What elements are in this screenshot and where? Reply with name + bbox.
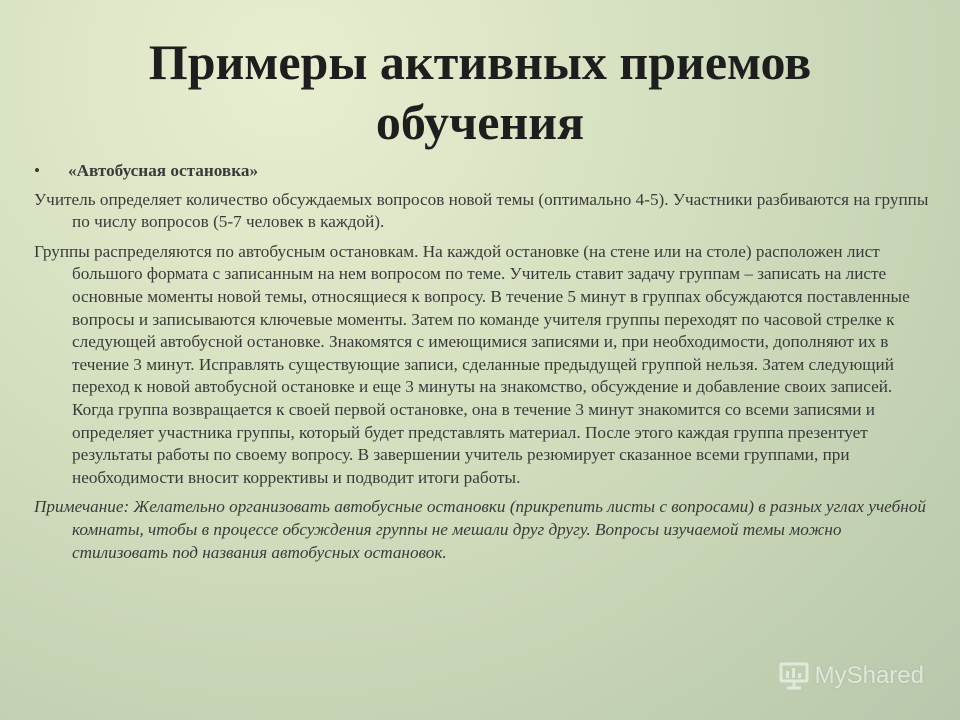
paragraph-note: Примечание: Желательно организовать автобусные остановки (прикрепить листы с вопросами) в разных углах учебной комнаты, чтобы в процессе обсуждения группы не мешали друг другу. Вопросы изучаемой темы можно стилизовать под названия автобусных остановок. — [34, 497, 926, 562]
watermark-text: MyShared — [814, 662, 924, 689]
watermark — [779, 662, 924, 690]
bullet-item — [34, 160, 934, 183]
paragraph-procedure: Группы распределяются по автобусным остановкам. На каждой остановке (на стене или на столе) расположен лист большого формата с записанным на нем вопросом по теме. Учитель ставит задачу группам – записать на листе основные моменты новой темы, относящиеся к вопросу. В течение 5 минут в группах обсуждаются поставленные вопросы и записываются ключевые моменты. Затем по команде учителя группы переходят по часовой стрелке к следующей автобусной остановке. Знакомятся с имеющимися записями и, при необходимости, дополняют их в течение 3 минут. Исправлять существующие записи, сделанные предыдущей группой нельзя. Затем следующий переход к новой автобусной остановке и еще 3 минуты на знакомство, обсуждение и добавление своих записей. Когда группа возвращается к своей первой остановке, она в течение 3 минут знакомится со всеми записями и определяет участника группы, который будет представлять материал. После этого каждая группа презентует результаты работы по своему вопросу. В завершении учитель резюмирует сказанное всеми группами, при необходимости вносит коррективы и подводит итоги работы. — [34, 241, 910, 487]
bullet-heading: «Автобусная остановка» — [68, 161, 259, 180]
paragraph-intro: Учитель определяет количество обсуждаемых вопросов новой темы (оптимально 4-5). Участники разбиваются на группы по числу вопросов (5-7 человек в каждой). — [34, 189, 929, 232]
slide-title: Примеры активных приемов обучения — [148, 34, 812, 150]
slide-content — [34, 160, 934, 571]
presentation-board-icon — [779, 662, 809, 690]
bullet-marker: • — [34, 161, 41, 180]
